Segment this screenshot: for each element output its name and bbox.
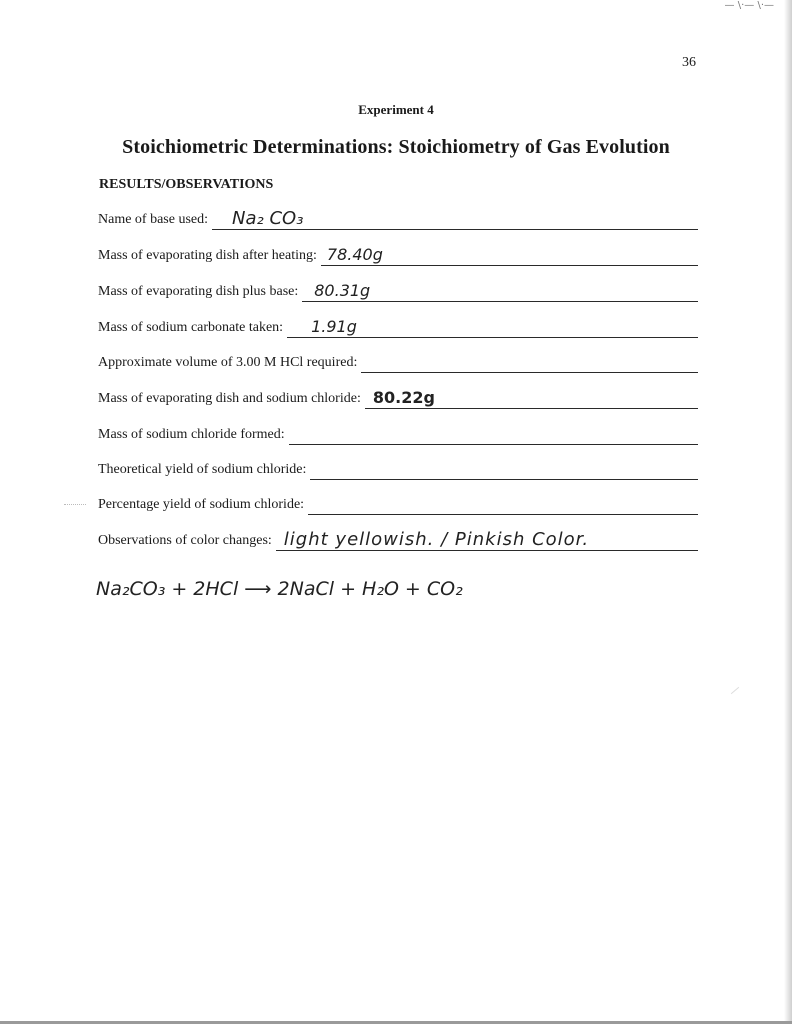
field-label: Mass of sodium chloride formed: [98,427,285,442]
handwritten-answer: 80.31g [314,281,371,300]
page-number: 36 [682,55,696,70]
field-row-chloride-formed [98,423,698,445]
answer-line [302,281,698,302]
field-row-dish-plus-base [98,280,698,302]
handwritten-answer: 1.91g [311,317,357,336]
field-row-theoretical-yield [98,458,698,480]
handwritten-chemical-equation: Na₂CO₃ + 2HCl ⟶ 2NaCl + H₂O + CO₂ [96,578,463,600]
field-label: Observations of color changes: [98,533,272,548]
answer-line [276,530,698,551]
field-label: Theoretical yield of sodium chloride: [98,462,307,477]
scan-speck-2 [731,687,739,694]
answer-line [289,424,698,445]
answer-line [212,209,698,230]
handwritten-answer: 80.22g [372,388,435,407]
scan-corner-mark: — \·— \·— [724,0,774,11]
answer-line [361,352,698,373]
document-title: Stoichiometric Determinations: Stoichiometry of Gas Evolution [122,136,670,158]
field-row-color-observations [98,529,698,551]
answer-line [365,388,698,409]
field-label: Name of base used: [98,212,209,227]
answer-line [321,245,698,266]
field-label: Approximate volume of 3.00 M HCl required: [98,355,358,370]
answer-line [310,459,698,480]
field-row-dish-after-heating [98,244,698,266]
field-row-dish-and-chloride [98,387,698,409]
answer-line [308,494,698,515]
experiment-label: Experiment 4 [358,102,434,117]
answer-line [287,317,698,338]
section-heading: RESULTS/OBSERVATIONS [99,177,274,192]
field-row-percentage-yield [98,493,698,515]
field-label: Mass of sodium carbonate taken: [98,320,284,335]
field-label: Percentage yield of sodium chloride: [98,497,305,512]
field-label: Mass of evaporating dish and sodium chloride: [98,391,361,406]
handwritten-answer: Na₂ CO₃ [232,208,304,229]
field-row-carbonate-taken [98,316,698,338]
field-row-base-name [98,208,698,230]
field-label: Mass of evaporating dish plus base: [98,284,299,299]
handwritten-answer: light yellowish. / Pinkish Color. [283,529,590,550]
handwritten-answer: 78.40g [326,245,383,264]
field-row-hcl-volume [98,351,698,373]
scan-speck [64,504,86,511]
field-label: Mass of evaporating dish after heating: [98,248,317,263]
